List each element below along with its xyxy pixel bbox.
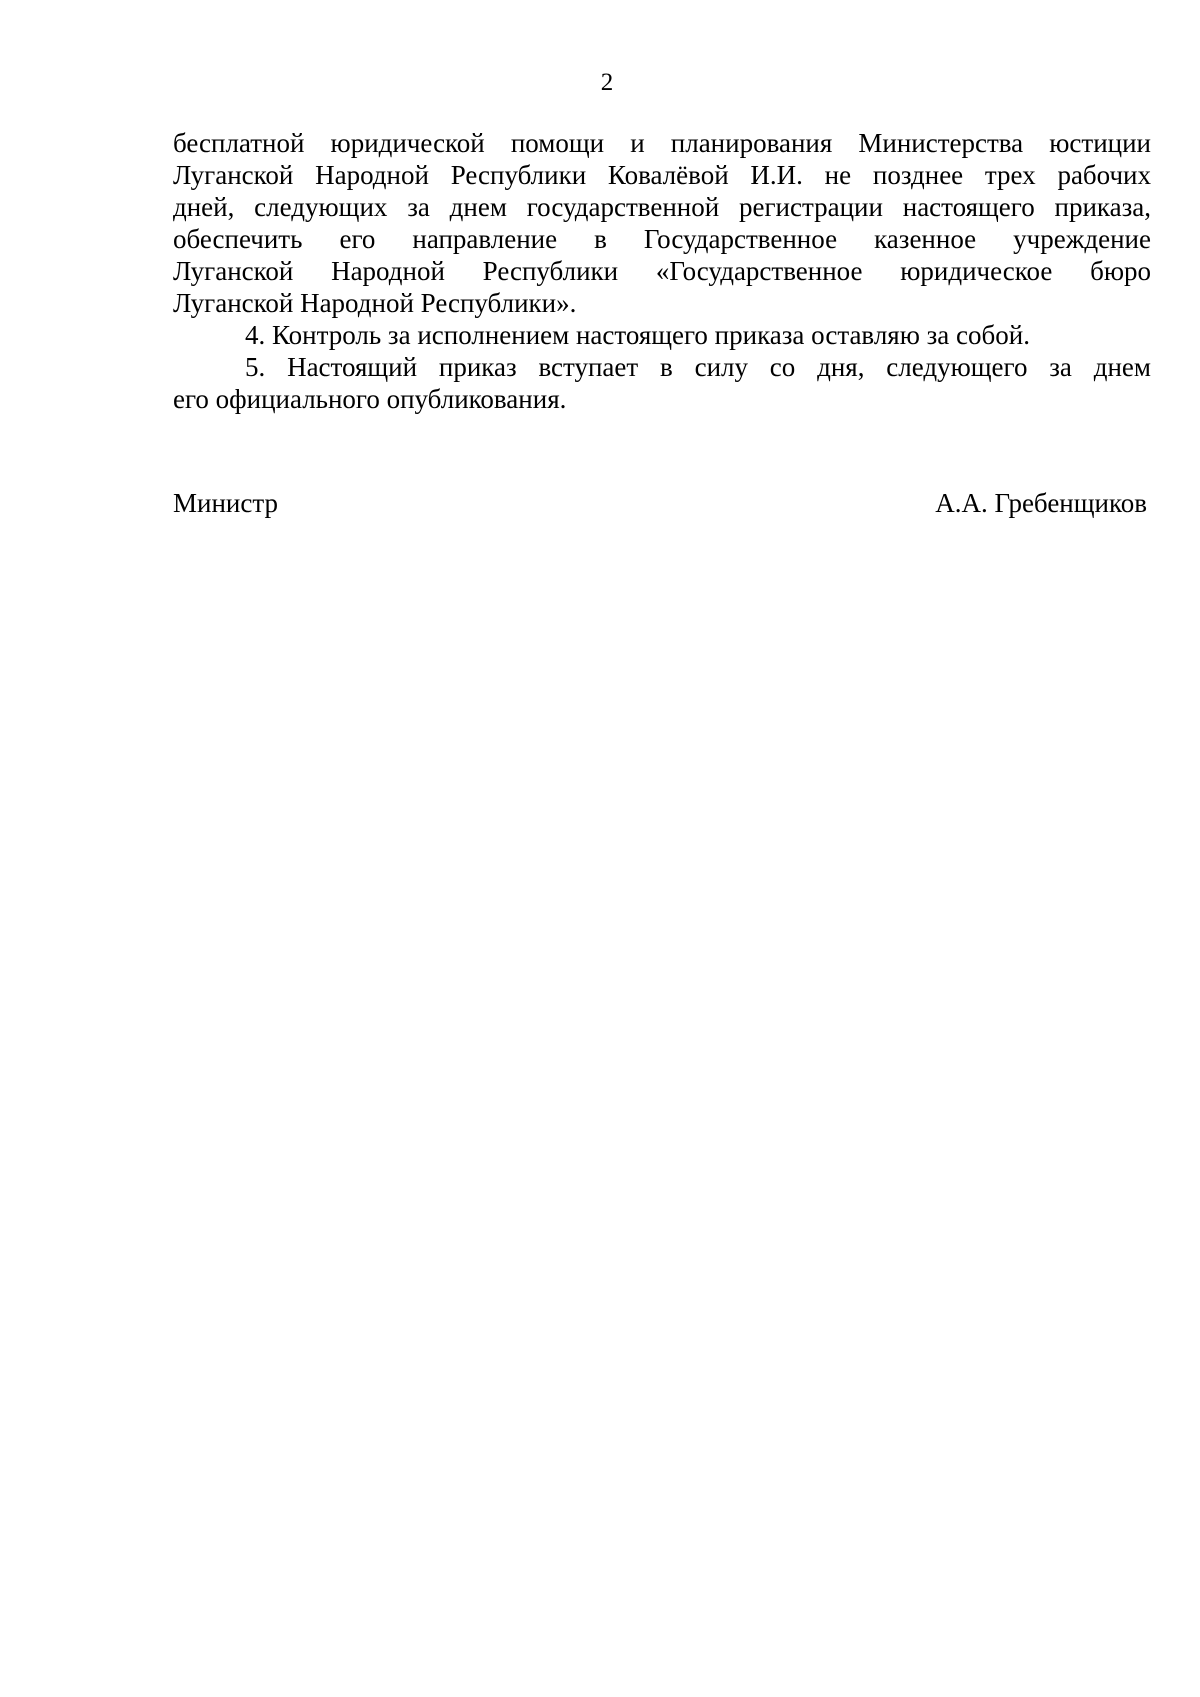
document-body <box>173 127 1151 415</box>
signatory-name: А.А. Гребенщиков <box>935 488 1147 518</box>
signatory-title: Министр <box>173 488 278 518</box>
item-5-line: 5. Настоящий приказ вступает в силу со дня, следующего за днем <box>245 352 1151 382</box>
paragraph-line: Луганской Народной Республики Ковалёвой И.И. не позднее трех рабочих <box>173 160 1151 190</box>
paragraph-line: обеспечить его направление в Государственное казенное учреждение <box>173 224 1151 254</box>
paragraph-line: Луганской Народной Республики». <box>173 288 577 318</box>
paragraph-line: бесплатной юридической помощи и планирования Министерства юстиции <box>173 128 1151 158</box>
paragraph-line: Луганской Народной Республики «Государственное юридическое бюро <box>173 256 1151 286</box>
signature-block <box>173 486 1147 520</box>
item-4-text: 4. Контроль за исполнением настоящего приказа оставляю за собой. <box>245 320 1030 350</box>
paragraph-line: дней, следующих за днем государственной регистрации настоящего приказа, <box>173 192 1151 222</box>
item-5-line: его официального опубликования. <box>173 384 567 414</box>
page-number: 2 <box>600 69 614 96</box>
